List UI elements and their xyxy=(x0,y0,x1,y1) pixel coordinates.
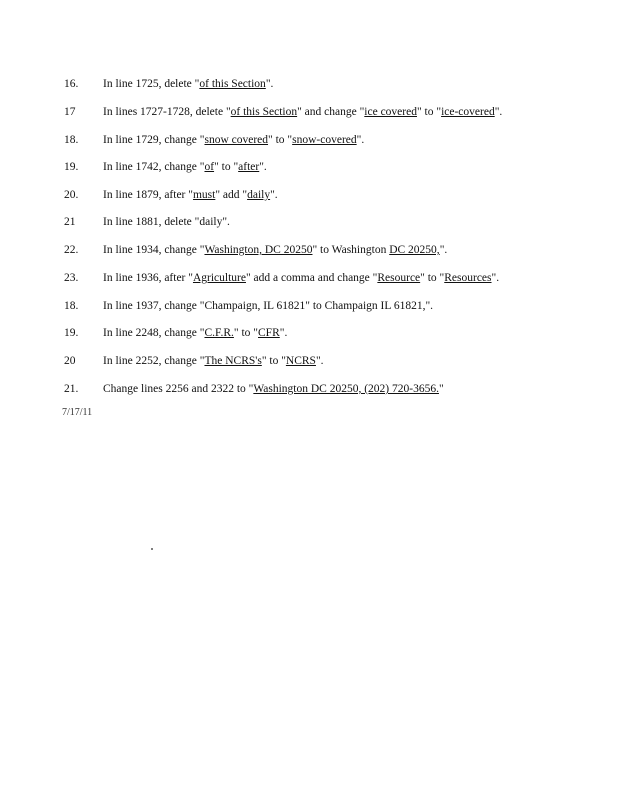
item-text: Change lines 2256 and 2322 to "Washington DC 20250, (202) 720-3656." xyxy=(103,383,444,395)
item-number: 16. xyxy=(64,78,79,90)
item-number: 20 xyxy=(64,355,76,367)
document-date: 7/17/11 xyxy=(62,407,93,418)
item-number: 23. xyxy=(64,272,79,284)
item-number: 18. xyxy=(64,300,79,312)
item-number: 17 xyxy=(64,106,76,118)
item-text: In line 2248, change "C.F.R." to "CFR". xyxy=(103,327,288,339)
list-item xyxy=(0,325,618,341)
list-item xyxy=(0,132,618,148)
list-item xyxy=(0,381,618,397)
item-number: 22. xyxy=(64,244,79,256)
item-text: In lines 1727-1728, delete "of this Section" and change "ice covered" to "ice-covered". xyxy=(103,106,503,118)
item-text: In line 1936, after "Agriculture" add a comma and change "Resource" to "Resources". xyxy=(103,272,500,284)
list-item xyxy=(0,214,618,230)
item-number: 19. xyxy=(64,161,79,173)
list-item xyxy=(0,242,618,258)
item-text: In line 1879, after "must" add "daily". xyxy=(103,189,278,201)
list-item xyxy=(0,353,618,369)
list-item xyxy=(0,159,618,175)
stray-mark xyxy=(151,548,153,550)
item-number: 18. xyxy=(64,134,79,146)
item-number: 20. xyxy=(64,189,79,201)
item-number: 21 xyxy=(64,216,76,228)
list-item xyxy=(0,270,618,286)
item-number: 21. xyxy=(64,383,79,395)
list-item xyxy=(0,104,618,120)
item-text: In line 2252, change "The NCRS's" to "NCRS". xyxy=(103,355,324,367)
list-item xyxy=(0,298,618,314)
item-text: In line 1937, change "Champaign, IL 61821" to Champaign IL 61821,". xyxy=(103,300,434,312)
item-text: In line 1729, change "snow covered" to "snow-covered". xyxy=(103,134,365,146)
item-text: In line 1742, change "of" to "after". xyxy=(103,161,267,173)
item-number: 19. xyxy=(64,327,79,339)
item-text: In line 1881, delete "daily". xyxy=(103,216,230,228)
list-item xyxy=(0,187,618,203)
item-text: In line 1725, delete "of this Section". xyxy=(103,78,274,90)
list-item xyxy=(0,76,618,92)
item-text: In line 1934, change "Washington, DC 20250" to Washington DC 20250,". xyxy=(103,244,448,256)
